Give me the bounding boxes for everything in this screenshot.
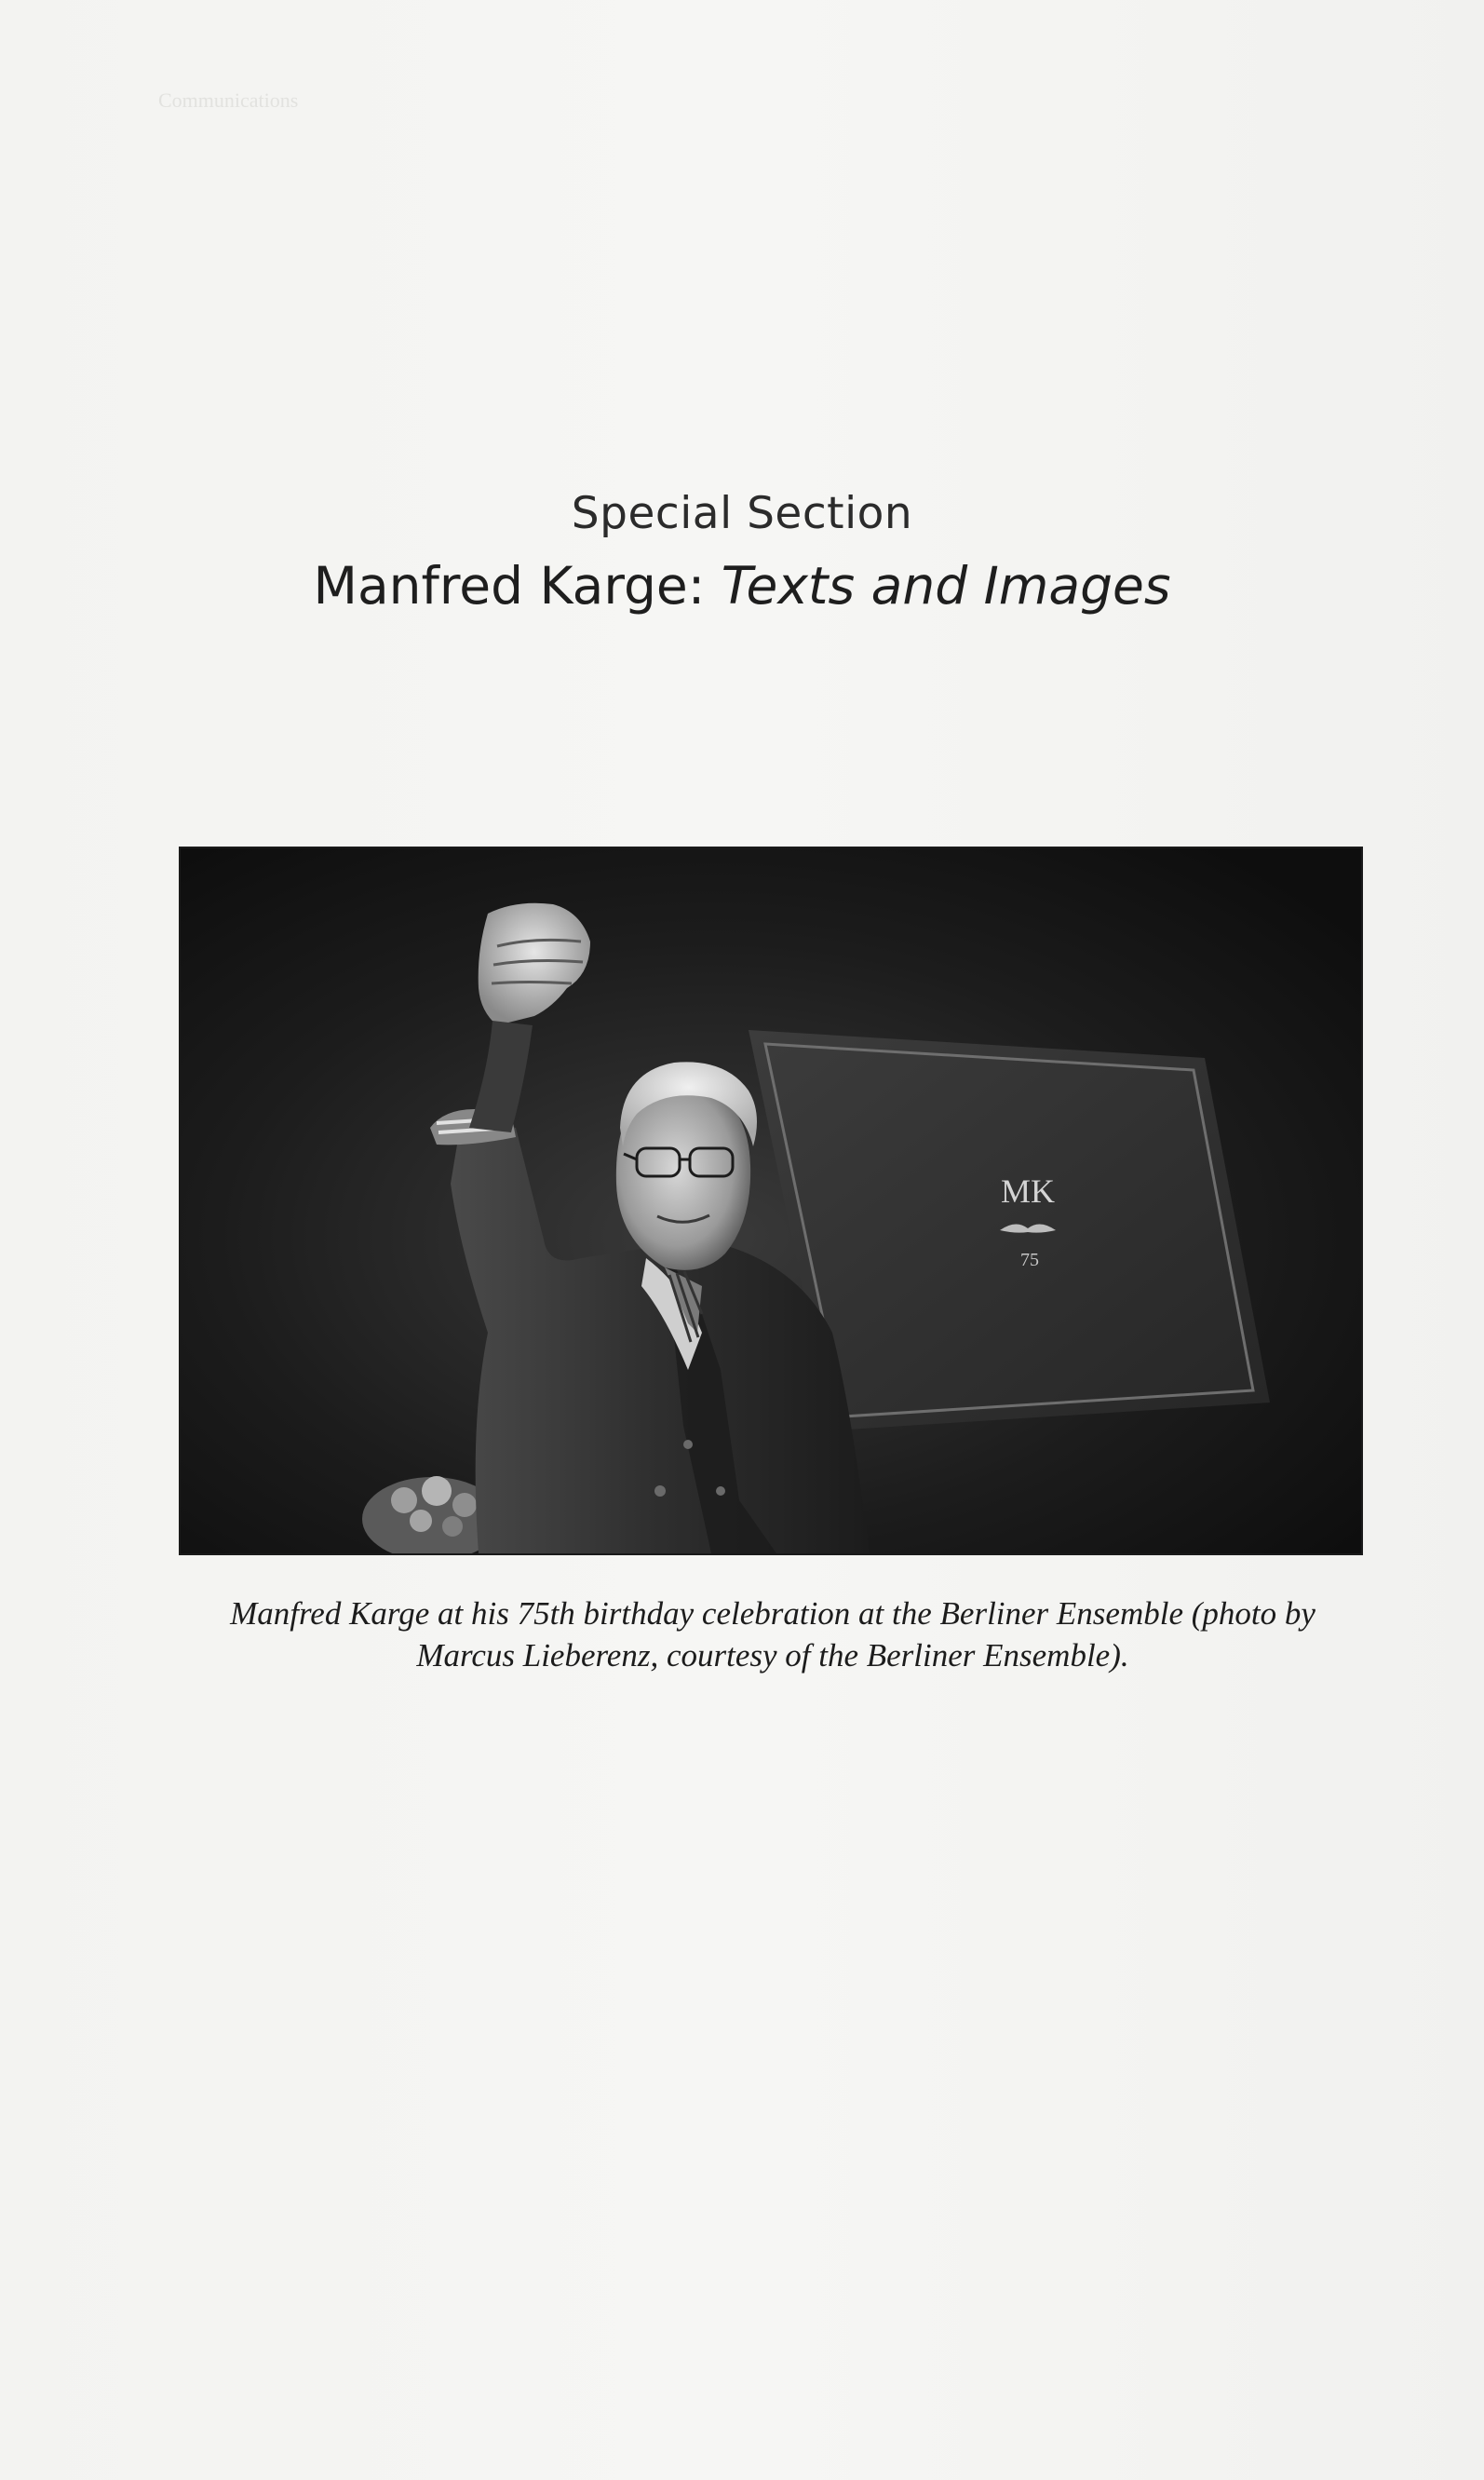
board-number: 75 [1020,1250,1039,1270]
photo-caption: Manfred Karge at his 75th birthday celebration at the Berliner Ensemble (photo by Marcus Lieberenz, courtesy of the Berliner Ensemble). [230,1595,1315,1674]
section-title-italic: Texts and Images [721,556,1171,616]
board-monogram: MK [1000,1172,1056,1210]
section-kicker: Special Section [571,488,913,539]
bleed-through-running-head: Communications [158,88,299,112]
section-title-plain: Manfred Karge: [313,556,722,616]
portrait-illustration [181,848,1361,1553]
portrait-photo [179,847,1363,1555]
section-title [0,556,1484,616]
